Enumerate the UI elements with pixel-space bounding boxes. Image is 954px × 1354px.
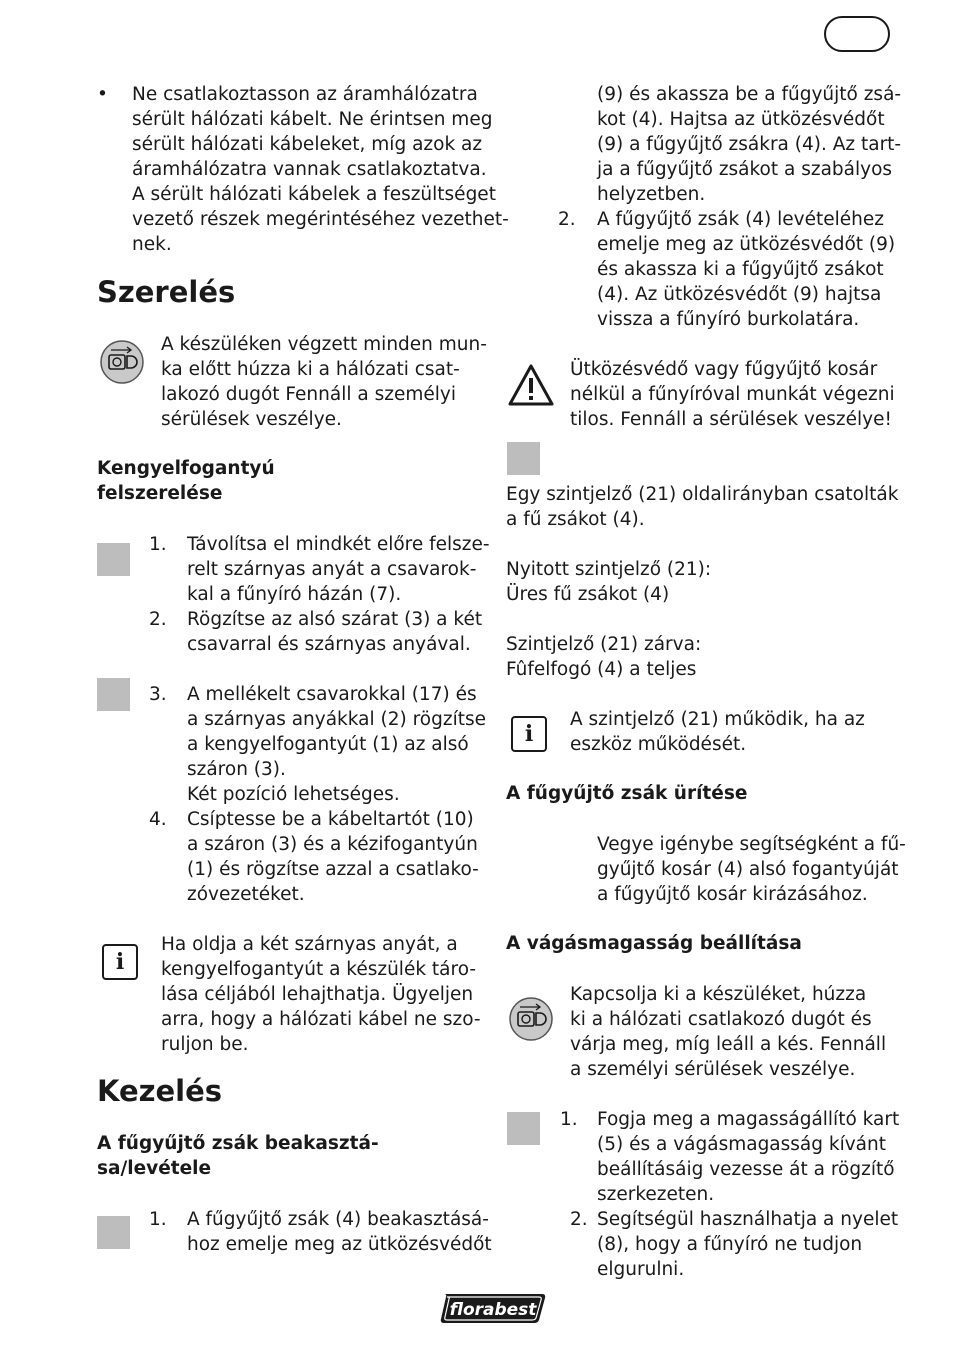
figure-marker <box>97 678 130 711</box>
heading-szereles: Szerelés <box>97 275 236 309</box>
info-icon: i <box>511 716 547 752</box>
language-badge <box>824 16 890 52</box>
step-number: 2. <box>570 1209 588 1230</box>
step-number: 3. <box>149 684 167 705</box>
bullet: • <box>97 84 108 105</box>
unplug-icon <box>99 339 145 385</box>
figure-marker <box>507 1112 540 1145</box>
figure-marker <box>97 543 130 576</box>
heading-kezeles: Kezelés <box>97 1074 223 1108</box>
step-number: 1. <box>149 1209 167 1230</box>
step-number: 4. <box>149 809 167 830</box>
figure-marker <box>507 442 540 475</box>
figure-marker <box>97 1216 130 1249</box>
heading-vagasmagassag: A vágásmagasság beállítása <box>506 933 802 954</box>
step-number: 1. <box>560 1109 578 1130</box>
unplug-icon <box>508 996 554 1042</box>
step-number: 1. <box>149 534 167 555</box>
step-number: 2. <box>149 609 167 630</box>
svg-text:florabest: florabest <box>449 1300 537 1320</box>
step-number: 2. <box>558 209 576 230</box>
info-icon: i <box>102 944 138 980</box>
florabest-logo <box>438 1290 548 1326</box>
warning-icon <box>506 362 556 408</box>
heading-urites: A fűgyűjtő zsák ürítése <box>506 783 748 804</box>
